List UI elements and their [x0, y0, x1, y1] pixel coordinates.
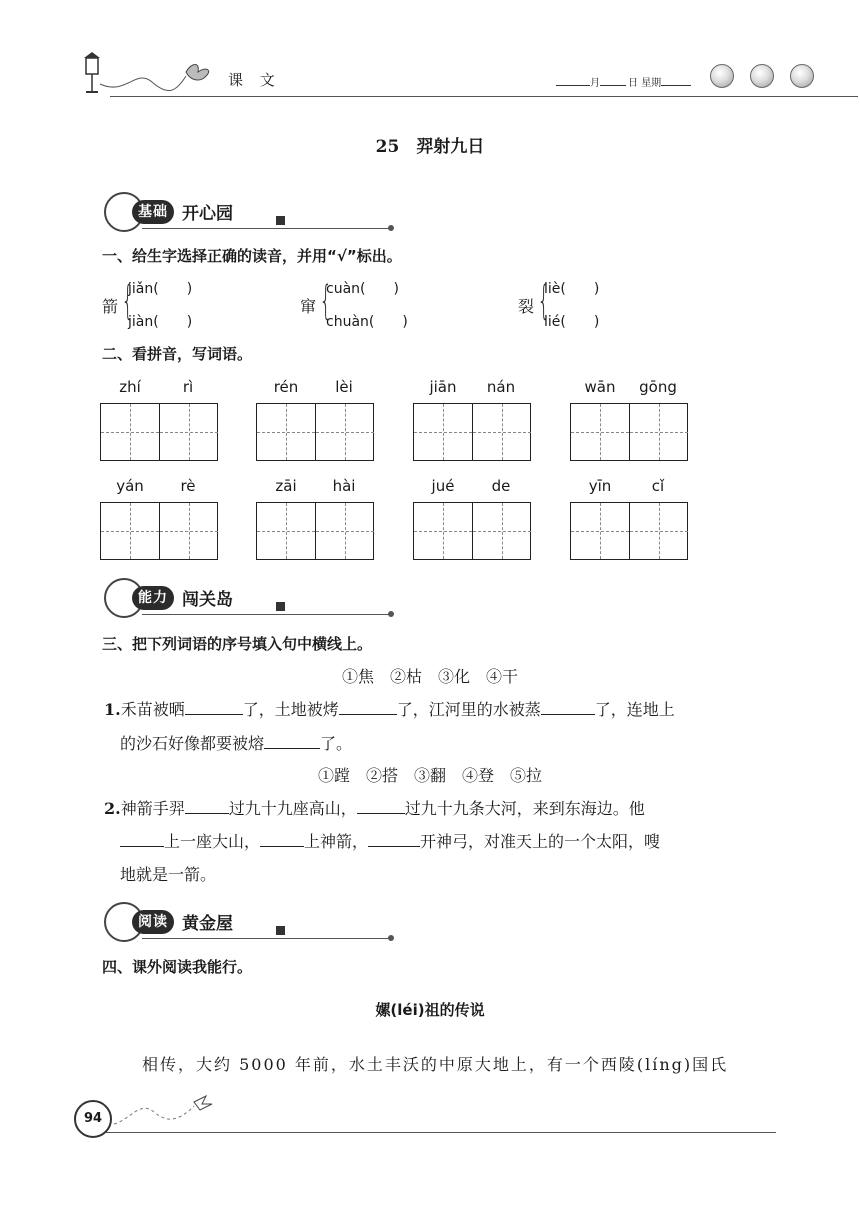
pinyin-label: yīn	[588, 477, 612, 495]
pinyin-label: de	[491, 477, 511, 495]
char-item: 窜	[300, 297, 317, 316]
banner-pill: 阅读	[132, 910, 174, 934]
answer-blank[interactable]	[339, 698, 397, 715]
pinyin-label: yán	[116, 477, 144, 495]
answer-blank[interactable]	[260, 830, 304, 847]
header-rule	[110, 96, 858, 97]
dot-icon	[388, 935, 394, 941]
banner-text: 黄金屋	[182, 914, 233, 934]
sentence-2-line-3: 地就是一箭。	[120, 865, 217, 884]
pinyin-option[interactable]: cuàn( )	[326, 281, 399, 297]
pinyin-option[interactable]: lié( )	[544, 314, 600, 330]
sentence-2-line-1: 2.神箭手羿 过九十九座高山， 过九十九条大河，来到东海边。他	[104, 799, 645, 818]
question-1-instruction: 一、给生字选择正确的读音，并用“√”标出。	[102, 247, 402, 265]
ability-section-banner	[100, 576, 400, 620]
bird-decoration-icon	[110, 1090, 220, 1130]
date-weekday-label: 星期	[641, 78, 662, 89]
answer-blank[interactable]	[357, 797, 405, 814]
writing-grid[interactable]	[413, 403, 531, 461]
pinyin-label: gōng	[639, 378, 677, 396]
writing-grid[interactable]	[413, 502, 531, 560]
banner-text: 开心园	[182, 204, 233, 224]
char-item: 裂	[518, 297, 535, 316]
dot-icon	[388, 611, 394, 617]
brace-icon: {	[121, 278, 135, 324]
lantern-butterfly-decoration	[76, 48, 226, 100]
date-month-label: 月	[590, 78, 600, 89]
page-number: 94	[74, 1100, 112, 1138]
basic-section-banner	[100, 190, 400, 234]
char-item: 箭	[102, 297, 119, 316]
pinyin-option[interactable]: chuàn( )	[326, 314, 408, 330]
sad-face-icon[interactable]	[790, 64, 814, 88]
pinyin-label: zāi	[275, 477, 297, 495]
pinyin-label: lèi	[335, 378, 353, 396]
pinyin-label: zhí	[119, 378, 141, 396]
square-icon	[276, 926, 285, 935]
question-4-instruction: 四、课外阅读我能行。	[102, 958, 253, 976]
answer-blank[interactable]	[264, 732, 320, 749]
date-fields	[556, 74, 691, 89]
sentence-2-line-2: 上一座大山， 上神箭， 开神弓，对准天上的一个太阳，嗖	[120, 829, 660, 852]
pinyin-option[interactable]: liè( )	[544, 281, 600, 297]
writing-grid[interactable]	[100, 502, 218, 560]
writing-grid[interactable]	[100, 403, 218, 461]
answer-blank[interactable]	[185, 698, 243, 715]
answer-blank[interactable]	[120, 830, 164, 847]
reading-paragraph: 相传，大约 5000 年前，水土丰沃的中原大地上，有一个西陵(líng)国氏	[142, 1055, 729, 1074]
dot-icon	[388, 225, 394, 231]
answer-blank[interactable]	[185, 797, 229, 814]
writing-grid[interactable]	[256, 502, 374, 560]
brace-icon: {	[537, 278, 551, 324]
pinyin-label: jué	[431, 477, 455, 495]
pinyin-label: hài	[332, 477, 356, 495]
date-day-label: 日	[628, 78, 638, 89]
word-options-2: ①蹚 ②搭 ③翻 ④登 ⑤拉	[317, 766, 542, 785]
pinyin-option[interactable]: jiǎn( )	[128, 281, 193, 297]
answer-blank[interactable]	[368, 830, 420, 847]
banner-pill: 基础	[132, 200, 174, 224]
reading-section-banner	[100, 900, 400, 944]
pinyin-option[interactable]: jiàn( )	[128, 314, 193, 330]
question-2-instruction: 二、看拼音，写词语。	[102, 345, 253, 363]
sentence-1-line-1: 1.禾苗被晒 了，土地被烤 了，江河里的水被蒸 了，连地上	[104, 700, 675, 719]
pinyin-label: rè	[180, 477, 196, 495]
question-3-instruction: 三、把下列词语的序号填入句中横线上。	[102, 635, 373, 653]
word-options-1: ①焦 ②枯 ③化 ④干	[341, 667, 518, 686]
pinyin-label: rì	[182, 378, 194, 396]
square-icon	[276, 602, 285, 611]
neutral-face-icon[interactable]	[750, 64, 774, 88]
banner-text: 闯关岛	[182, 590, 233, 610]
reading-title: 嫘(léi)祖的传说	[375, 1001, 485, 1019]
footer-rule	[106, 1132, 776, 1133]
pinyin-label: cǐ	[651, 477, 665, 495]
lesson-title: 25 羿射九日	[375, 137, 485, 157]
writing-grid[interactable]	[570, 403, 688, 461]
writing-grid[interactable]	[256, 403, 374, 461]
brace-icon: {	[319, 278, 333, 324]
smile-face-icon[interactable]	[710, 64, 734, 88]
sentence-1-line-2: 的沙石好像都要被熔 了。	[120, 734, 353, 753]
item-number: 1.	[104, 700, 121, 719]
writing-grid[interactable]	[570, 502, 688, 560]
pinyin-label: rén	[273, 378, 299, 396]
square-icon	[276, 216, 285, 225]
pinyin-label: nán	[486, 378, 516, 396]
answer-blank[interactable]	[541, 698, 595, 715]
section-label: 课 文	[228, 71, 281, 89]
banner-pill: 能力	[132, 586, 174, 610]
pinyin-label: wān	[584, 378, 616, 396]
item-number: 2.	[104, 799, 121, 818]
pinyin-label: jiān	[429, 378, 457, 396]
